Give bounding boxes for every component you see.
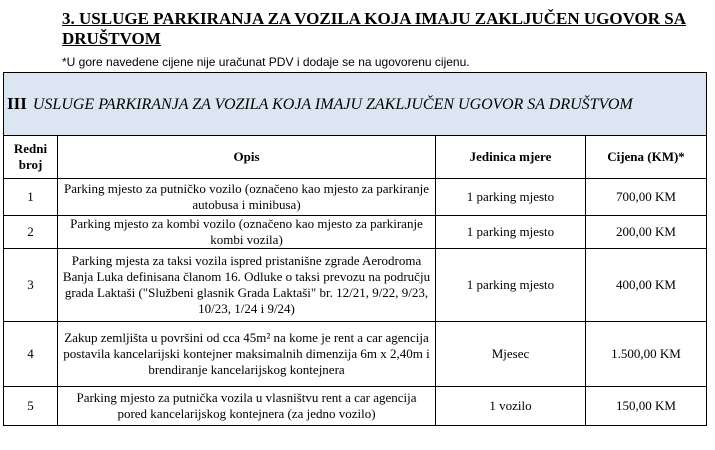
row-number: 5 bbox=[4, 387, 58, 426]
header-jedinica: Jedinica mjere bbox=[436, 136, 586, 179]
row-price: 400,00 KM bbox=[586, 249, 707, 322]
table-row bbox=[4, 322, 707, 387]
header-redni-broj bbox=[4, 136, 58, 179]
banner-cell bbox=[4, 73, 707, 136]
row-description: Parking mjesto za putničko vozilo (označeno kao mjesto za parkiranje autobusa i minibusa) bbox=[58, 179, 436, 216]
pricing-table bbox=[3, 72, 707, 426]
table-row bbox=[4, 216, 707, 249]
row-number: 3 bbox=[4, 249, 58, 322]
table-row bbox=[4, 249, 707, 322]
row-price: 150,00 KM bbox=[586, 387, 707, 426]
row-unit: 1 parking mjesto bbox=[436, 179, 586, 216]
row-price: 1.500,00 KM bbox=[586, 322, 707, 387]
row-description: Parking mjesto za putnička vozila u vlasništvu rent a car agencija pored kancelarijskog kontejnera (za jedno vozilo) bbox=[58, 387, 436, 426]
banner-title: USLUGE PARKIRANJA ZA VOZILA KOJA IMAJU ZAKLJUČEN UGOVOR SA DRUŠTVOM bbox=[32, 96, 633, 113]
row-description: Parking mjesto za kombi vozilo (označeno kao mjesto za parkiranje kombi vozila) bbox=[58, 216, 436, 249]
header-opis: Opis bbox=[58, 136, 436, 179]
header-cijena: Cijena (KM)* bbox=[586, 136, 707, 179]
vat-note: *U gore navedene cijene nije uračunat PDV i dodaje se na ugovorenu cijenu. bbox=[62, 55, 470, 69]
row-unit: 1 vozilo bbox=[436, 387, 586, 426]
row-unit: 1 parking mjesto bbox=[436, 249, 586, 322]
row-number: 4 bbox=[4, 322, 58, 387]
table-header-row bbox=[4, 136, 707, 179]
row-price: 700,00 KM bbox=[586, 179, 707, 216]
row-unit: Mjesec bbox=[436, 322, 586, 387]
row-unit: 1 parking mjesto bbox=[436, 216, 586, 249]
table-row bbox=[4, 387, 707, 426]
row-description: Zakup zemljišta u površini od cca 45m² na kome je rent a car agencija postavila kancelarijski kontejner maksimalnih dimenzija 6m x 2,40m i brendiranje kancelarijskog kontejnera bbox=[58, 322, 436, 387]
row-price: 200,00 KM bbox=[586, 216, 707, 249]
row-description: Parking mjesta za taksi vozila ispred pristanišne zgrade Aerodroma Banja Luka definisana članom 16. Odluke o taksi prevozu na području grada Laktaši ("Službeni glasnik Grada Laktaši" br. 12/21, 9/22, 9/23, 10/23, 1/24 i 9/24) bbox=[58, 249, 436, 322]
header-redni-line2: broj bbox=[18, 157, 43, 172]
row-number: 2 bbox=[4, 216, 58, 249]
header-redni-line1: Redni bbox=[13, 141, 48, 156]
table-banner bbox=[4, 73, 707, 136]
row-number: 1 bbox=[4, 179, 58, 216]
table-row bbox=[4, 179, 707, 216]
banner-number: III bbox=[7, 94, 27, 113]
section-heading: 3. USLUGE PARKIRANJA ZA VOZILA KOJA IMAJU ZAKLJUČEN UGOVOR SA DRUŠTVOM bbox=[62, 9, 686, 48]
